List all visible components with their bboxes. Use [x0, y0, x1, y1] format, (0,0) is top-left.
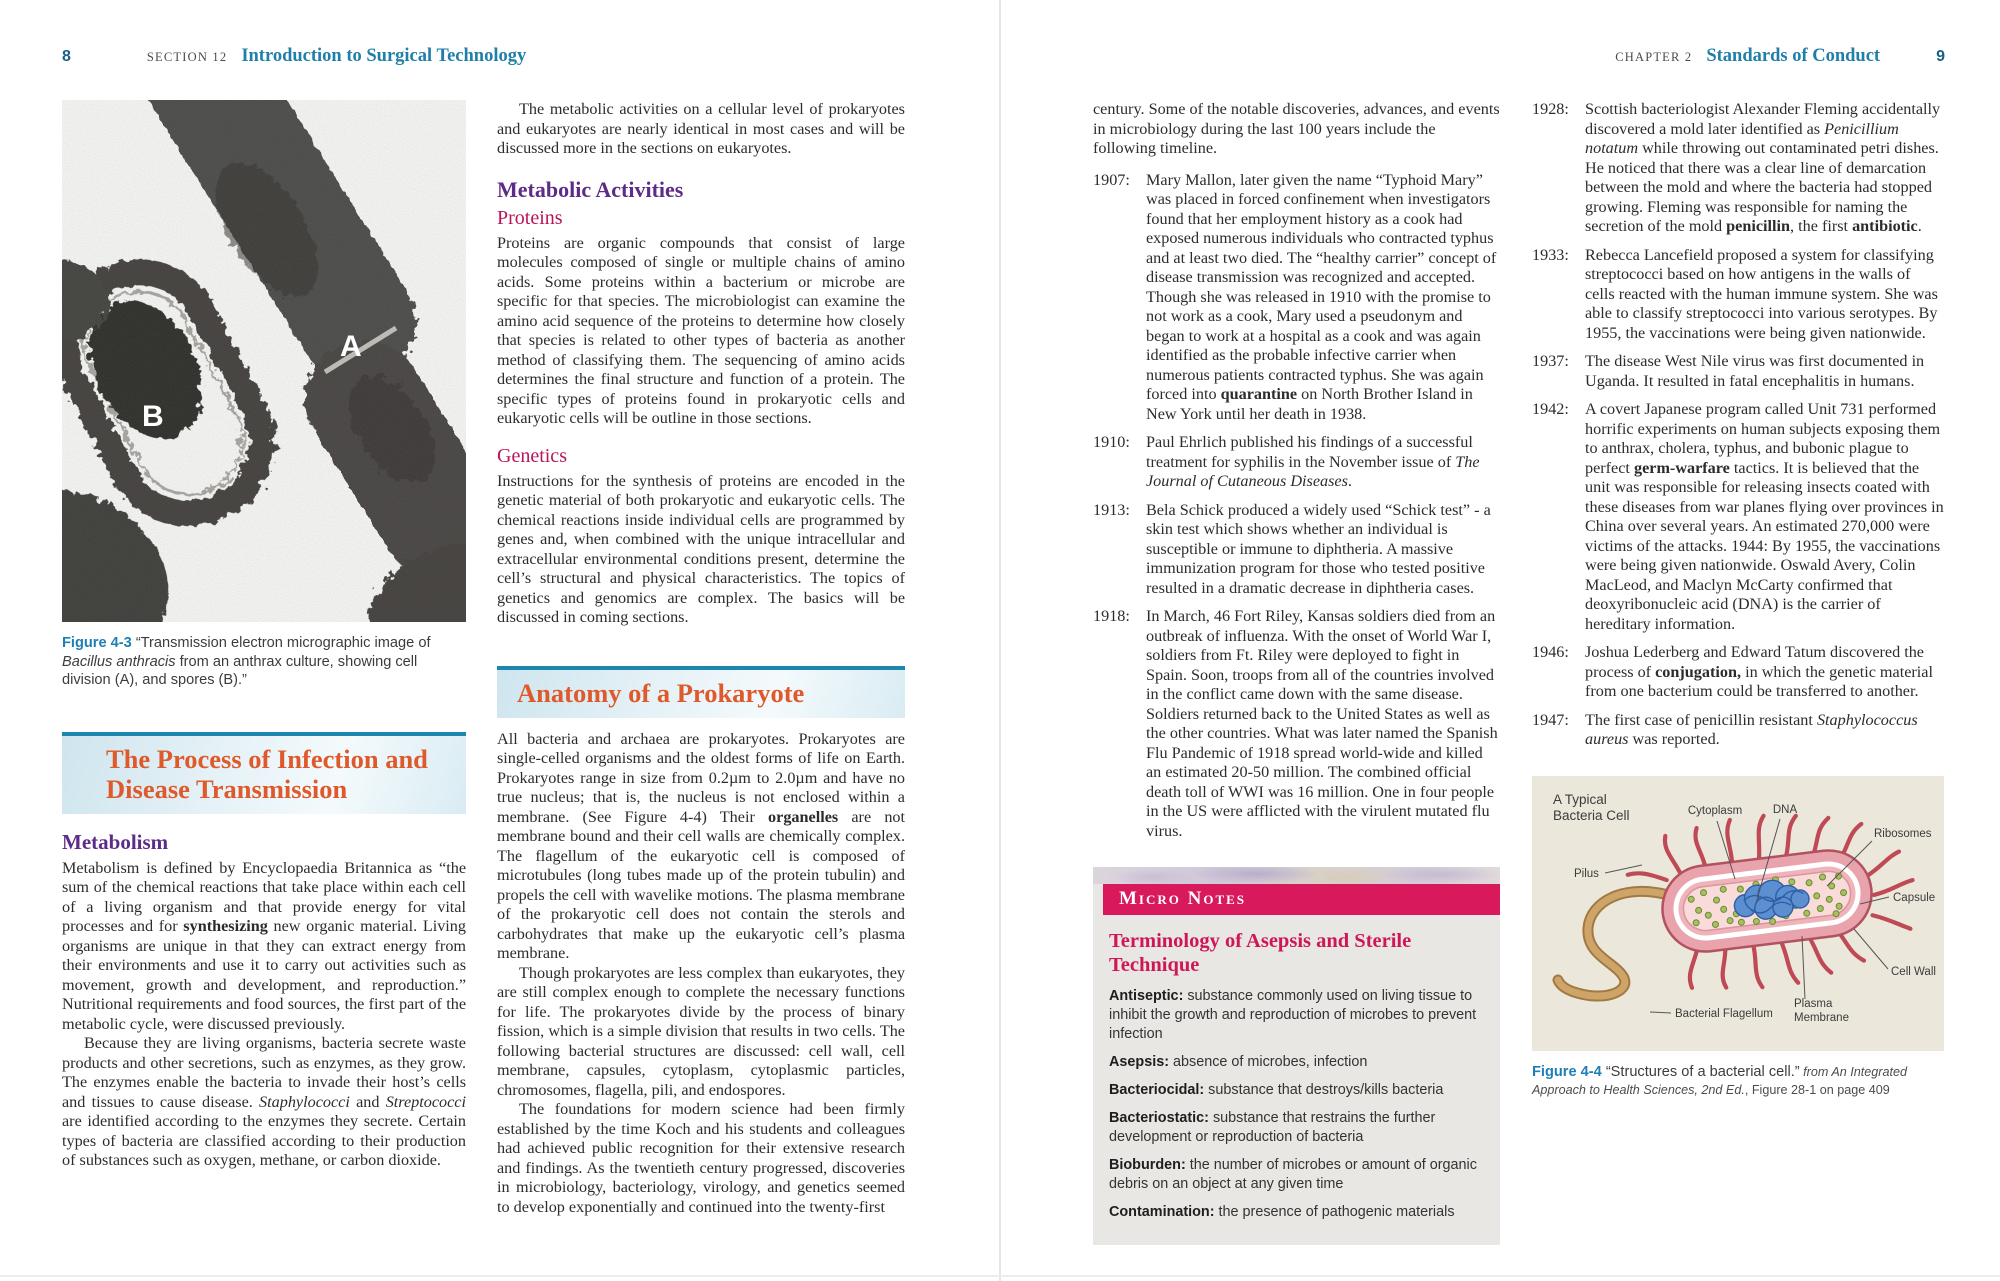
timeline-year: 1937:: [1532, 352, 1569, 370]
timeline-year: 1947:: [1532, 710, 1569, 729]
timeline-entry: [1532, 246, 1944, 344]
timeline-year: 1918:: [1093, 607, 1130, 625]
genetics-paragraph: Instructions for the synthesis of proteins are encoded in the genetic material of both prokaryotic and eukaryotic cells. The chemical reactions inside individual cells are programmed by genes and, when combined with the unique intracellular and extracellular environmental conditions present, determine the cell’s structural and physical characteristics. The topics of genetics and genomics are complex. The basics will be discussed in coming sections.: [497, 471, 905, 626]
micro-notes-box: [1093, 867, 1500, 1245]
figure-caption-text: “Transmission electron micrographic image of Bacillus anthracis from an anthrax culture, showing cell division (A), and spores (B).”: [62, 635, 431, 688]
timeline-entry: [1532, 643, 1944, 702]
term-def: absence of microbes, infection: [1169, 1054, 1368, 1070]
term-name: Contamination:: [1109, 1204, 1215, 1220]
right-column-2: [1532, 100, 1944, 1100]
cell-wall-label: Cell Wall: [1891, 965, 1936, 978]
term-name: Bacteriostatic:: [1109, 1110, 1209, 1126]
term-item: [1109, 1053, 1482, 1072]
plasma-membrane-label-2: Membrane: [1794, 1011, 1849, 1024]
timeline-text: The first case of penicillin resistant Staphylococcus aureus was reported.: [1585, 710, 1918, 748]
bacteria-diagram-box: [1532, 776, 1944, 1051]
right-page-header: [1615, 46, 1945, 67]
pilus-label: Pilus: [1574, 867, 1599, 880]
term-name: Bacteriocidal:: [1109, 1082, 1205, 1098]
plasma-membrane-label-1: Plasma: [1794, 997, 1833, 1010]
caption-source: from An Integrated Approach to Health Sciences, 2nd Ed., Figure 28-1 on page 409: [1532, 1064, 1908, 1097]
metabolism-heading: Metabolism: [62, 829, 169, 854]
diagram-title-line2: Bacteria Cell: [1553, 807, 1630, 823]
genetics-heading: Genetics: [497, 444, 567, 467]
capsule-label: Capsule: [1893, 891, 1936, 904]
page-number-right: 9: [1936, 48, 1945, 65]
micrograph-figure: [62, 100, 466, 622]
figure-label: Figure 4-3: [62, 635, 132, 651]
anatomy-banner-title: Anatomy of a Prokaryote: [517, 677, 805, 708]
term-item: [1109, 1109, 1482, 1147]
metabolism-paragraph-1: Metabolism is defined by Encyclopaedia Britannica as “the sum of the chemical reactions that take place within each cell of a living organism and that provide energy for vital processes and for synthesizing new organic material. Living organisms are unique in that they can extract energy from their environments and use it to carry out activities such as movement, growth and development, and reproduction.” Nutritional requirements and food sources, the first part of the metabolic cycle, were discussed previously.: [62, 858, 466, 1033]
term-name: Asepsis:: [1109, 1054, 1169, 1070]
proteins-paragraph: Proteins are organic compounds that consist of large molecules composed of single or multiple chains of amino acids. Some proteins within a bacterium or microbe are specific for that species. The microbiologist can examine the amino acid sequence of the proteins to determine how closely that species is related to other types of bacteria as another method of classifying them. The sequencing of amino acids determines the final structure and function of a protein. The specific types of proteins found in prokaryotic cells and eukaryotic cells will be outline in those sections.: [497, 233, 905, 427]
term-def: substance that destroys/kills bacteria: [1204, 1082, 1444, 1098]
cytoplasm-label: Cytoplasm: [1687, 804, 1743, 817]
timeline-year: 1913:: [1093, 500, 1130, 519]
left-page-header: [62, 46, 526, 67]
anatomy-paragraph-2: Though prokaryotes are less complex than eukaryotes, they are still complex enough to complete the necessary functions for life. The prokaryotes divide by the process of binary fission, which is a simple division that results in two cells. The following bacterial structures are discussed: cell wall, cell membrane, capsules, cytoplasm, cytoplasmic particles, chromosomes, flagella, pili, and endospores.: [497, 963, 905, 1099]
anatomy-paragraph-3: The foundations for modern science had been firmly established by the time Koch and his students and colleagues had achieved public recognition for their extensive research and findings. As the twentieth century progressed, discoveries in microbiology, bacteriology, virology, and genetics seemed to develop exponentially and continued into the twenty-first: [497, 1100, 905, 1216]
timeline-text: Paul Ehrlich published his findings of a successful treatment for syphilis in the November issue of The Journal of Cutaneous Diseases.: [1146, 433, 1480, 490]
timeline-text: In March, 46 Fort Riley, Kansas soldiers died from an outbreak of influenza. With the onset of World War I, soldiers from Ft. Riley were deployed to fight in Spain. Soon, troops from all of the countries involved in the conflict came down with the same disease. Soldiers returned back to the United States as well as the other countries. What was later named the Spanish Flu Pandemic of 1918 spread world-wide and killed an estimated 20-50 million. The combined official death toll of WWI was 16 million. One in four people in the US were afflicted with the virulent mutated flu virus.: [1146, 607, 1498, 840]
film-grain: [62, 100, 466, 622]
diagram-title-line1: A Typical: [1553, 791, 1607, 807]
timeline-year: 1942:: [1532, 400, 1569, 418]
timeline-text: The disease West Nile virus was first documented in Uganda. It resulted in fatal encephalitis in humans.: [1585, 352, 1925, 390]
timeline-entry: [1532, 352, 1944, 391]
timeline-text: A covert Japanese program called Unit 731 performed horrific experiments on human subjects exposing them to anthrax, cholera, typhus, and bubonic plague to perfect germ-warfare tactics. It is believed that the unit was responsible for releasing insects coated with these diseases from war planes flying over provinces in China over several years. An estimated 270,000 were victims of the attacks. 1944: By 1955, the vaccinations were being given nationwide. Oswald Avery, Colin MacLeod, and Maclyn McCarty confirmed that deoxyribonucleic acid (DNA) is the carrier of hereditary information.: [1585, 400, 1944, 633]
infection-banner: [62, 732, 466, 814]
term-def: the presence of pathogenic materials: [1214, 1204, 1455, 1220]
micrograph-label-b: B: [142, 400, 164, 433]
banner-title: The Process of Infection and Disease Transmission: [106, 743, 428, 804]
figure-4-3-caption: [62, 634, 466, 690]
micro-notes-banner: Micro Notes: [1103, 884, 1500, 915]
timeline-entry: [1093, 433, 1500, 492]
term-def: substance commonly used on living tissue to inhibit the growth and reproduction of microbes to prevent infection: [1109, 988, 1477, 1042]
term-def: the number of microbes or amount of organic debris on an object at any given time: [1109, 1157, 1477, 1192]
timeline-year: 1907:: [1093, 170, 1130, 189]
metabolism-paragraph-2: Because they are living organisms, bacteria secrete waste products and other secretions, such as enzymes, as they grow. The enzymes enable the bacteria to invade their host’s cells and tissues to cause disease. Staphylococci and Streptococci are identified according to the enzymes they secrete. Certain types of bacteria are classified according to their production of substances such as oxygen, methane, or carbon dioxide.: [62, 1034, 466, 1169]
page-edge: [0, 1275, 2000, 1277]
timeline-intro: century. Some of the notable discoveries, advances, and events in microbiology during the last 100 years include the following timeline.: [1093, 100, 1500, 157]
left-column-2: [497, 100, 905, 1217]
timeline-year: 1928:: [1532, 100, 1569, 118]
timeline-text: Scottish bacteriologist Alexander Fleming accidentally discovered a mold later identified as Penicillium notatum while throwing out contaminated petri dishes. He noticed that there was a clear line of demarcation between the mold and where the bacteria had stopped growing. Fleming was responsible for naming the secretion of the mold penicillin, the first antibiotic.: [1585, 100, 1941, 235]
section-label: SECTION 12: [146, 50, 228, 64]
timeline-year: 1910:: [1093, 433, 1130, 451]
timeline-text: Bela Schick produced a widely used “Schick test” - a skin test which shows whether an individual is susceptible or immune to diphtheria. A massive immunization program for those who tested positive resulted in a dramatic decrease in diphtheria cases.: [1146, 500, 1491, 597]
term-item: [1109, 987, 1482, 1044]
figure-4-4-caption: [1532, 1063, 1944, 1100]
term-name: Bioburden:: [1109, 1157, 1186, 1173]
timeline-entry: [1093, 171, 1500, 425]
figure-caption-text: “Structures of a bacterial cell.”: [1605, 1063, 1800, 1080]
timeline-entry: [1532, 400, 1944, 634]
metabolic-activities-heading: Metabolic Activities: [497, 176, 684, 202]
timeline-text: Rebecca Lancefield proposed a system for classifying streptococci based on how antigens in the walls of cells reacted with the human immune system. She was able to classify streptococci into various serotypes. By 1955, the vaccinations were being given nationwide.: [1585, 245, 1938, 342]
proteins-heading: Proteins: [497, 206, 563, 229]
ribosomes-label: Ribosomes: [1874, 827, 1932, 840]
section-title: Introduction to Surgical Technology: [241, 46, 527, 66]
timeline-entry: [1093, 501, 1500, 599]
term-item: [1109, 1156, 1482, 1194]
term-name: Antiseptic:: [1109, 988, 1184, 1004]
timeline-text: Mary Mallon, later given the name “Typhoid Mary” was placed in forced confinement when investigators found that her employment history as a cook had exposed numerous individuals who contracted typhus and at least two died. The “healthy carrier” concept of disease transmission was recognized and accepted. Though she was released in 1910 with the promise to not work as a cook, Mary used a pseudonym and began to work at a hospital as a cook and was again identified as the probable infective carrier when numerous patients contracted typhus. She was again forced into quarantine on North Brother Island in New York until her death in 1938.: [1146, 170, 1497, 423]
anatomy-paragraph-1: All bacteria and archaea are prokaryotes. Prokaryotes are single-celled organisms and the oldest forms of life on Earth. Prokaryotes range in size from 0.2µm to 2.0µm and have no true nucleus; that is, the nucleus is not enclosed within a membrane. (See Figure 4-4) Their organelles are not membrane bound and their cell walls are chemically complex. The flagellum of the eukaryotic cell is composed of microtubules (long tubes made up of the protein tubulin) and propels the cell with wavelike motions. The plasma membrane of the prokaryotic cell does not contain the sterols and carbohydrates that make up the eukaryotic cell’s plasma membrane.: [497, 729, 905, 962]
timeline-year: 1946:: [1532, 643, 1569, 661]
timeline-entry: [1532, 711, 1944, 750]
anatomy-banner: [497, 666, 905, 718]
micrograph-label-a: A: [340, 330, 362, 363]
timeline-entry: [1532, 100, 1944, 237]
right-column-1: [1093, 100, 1500, 1245]
dna-label: DNA: [1772, 803, 1798, 816]
figure-label: Figure 4-4: [1532, 1063, 1602, 1080]
timeline-entry: [1093, 607, 1500, 841]
chapter-label: CHAPTER 2: [1615, 50, 1693, 64]
left-column-1: [62, 100, 466, 1171]
micro-notes-title: Terminology of Asepsis and Sterile Technique: [1109, 930, 1412, 976]
page-number-left: 8: [62, 48, 71, 65]
term-item: [1109, 1203, 1482, 1222]
micro-notes-body: [1093, 915, 1500, 1233]
term-item: [1109, 1081, 1482, 1100]
col2-intro-paragraph: The metabolic activities on a cellular level of prokaryotes and eukaryotes are nearly identical in most cases and will be discussed more in the sections on eukaryotes.: [497, 100, 905, 157]
timeline-year: 1933:: [1532, 245, 1569, 264]
bacteria-diagram: [1532, 776, 1944, 1051]
flagellum-label: Bacterial Flagellum: [1675, 1007, 1773, 1020]
page-fold-divider: [999, 0, 1001, 1281]
term-def: substance that restrains the further development or reproduction of bacteria: [1109, 1110, 1436, 1145]
micro-notes-image-strip: [1093, 867, 1500, 884]
chapter-title: Standards of Conduct: [1706, 46, 1881, 66]
timeline-text: Joshua Lederberg and Edward Tatum discovered the process of conjugation, in which the genetic material from one bacterium could be transferred to another.: [1585, 643, 1933, 700]
